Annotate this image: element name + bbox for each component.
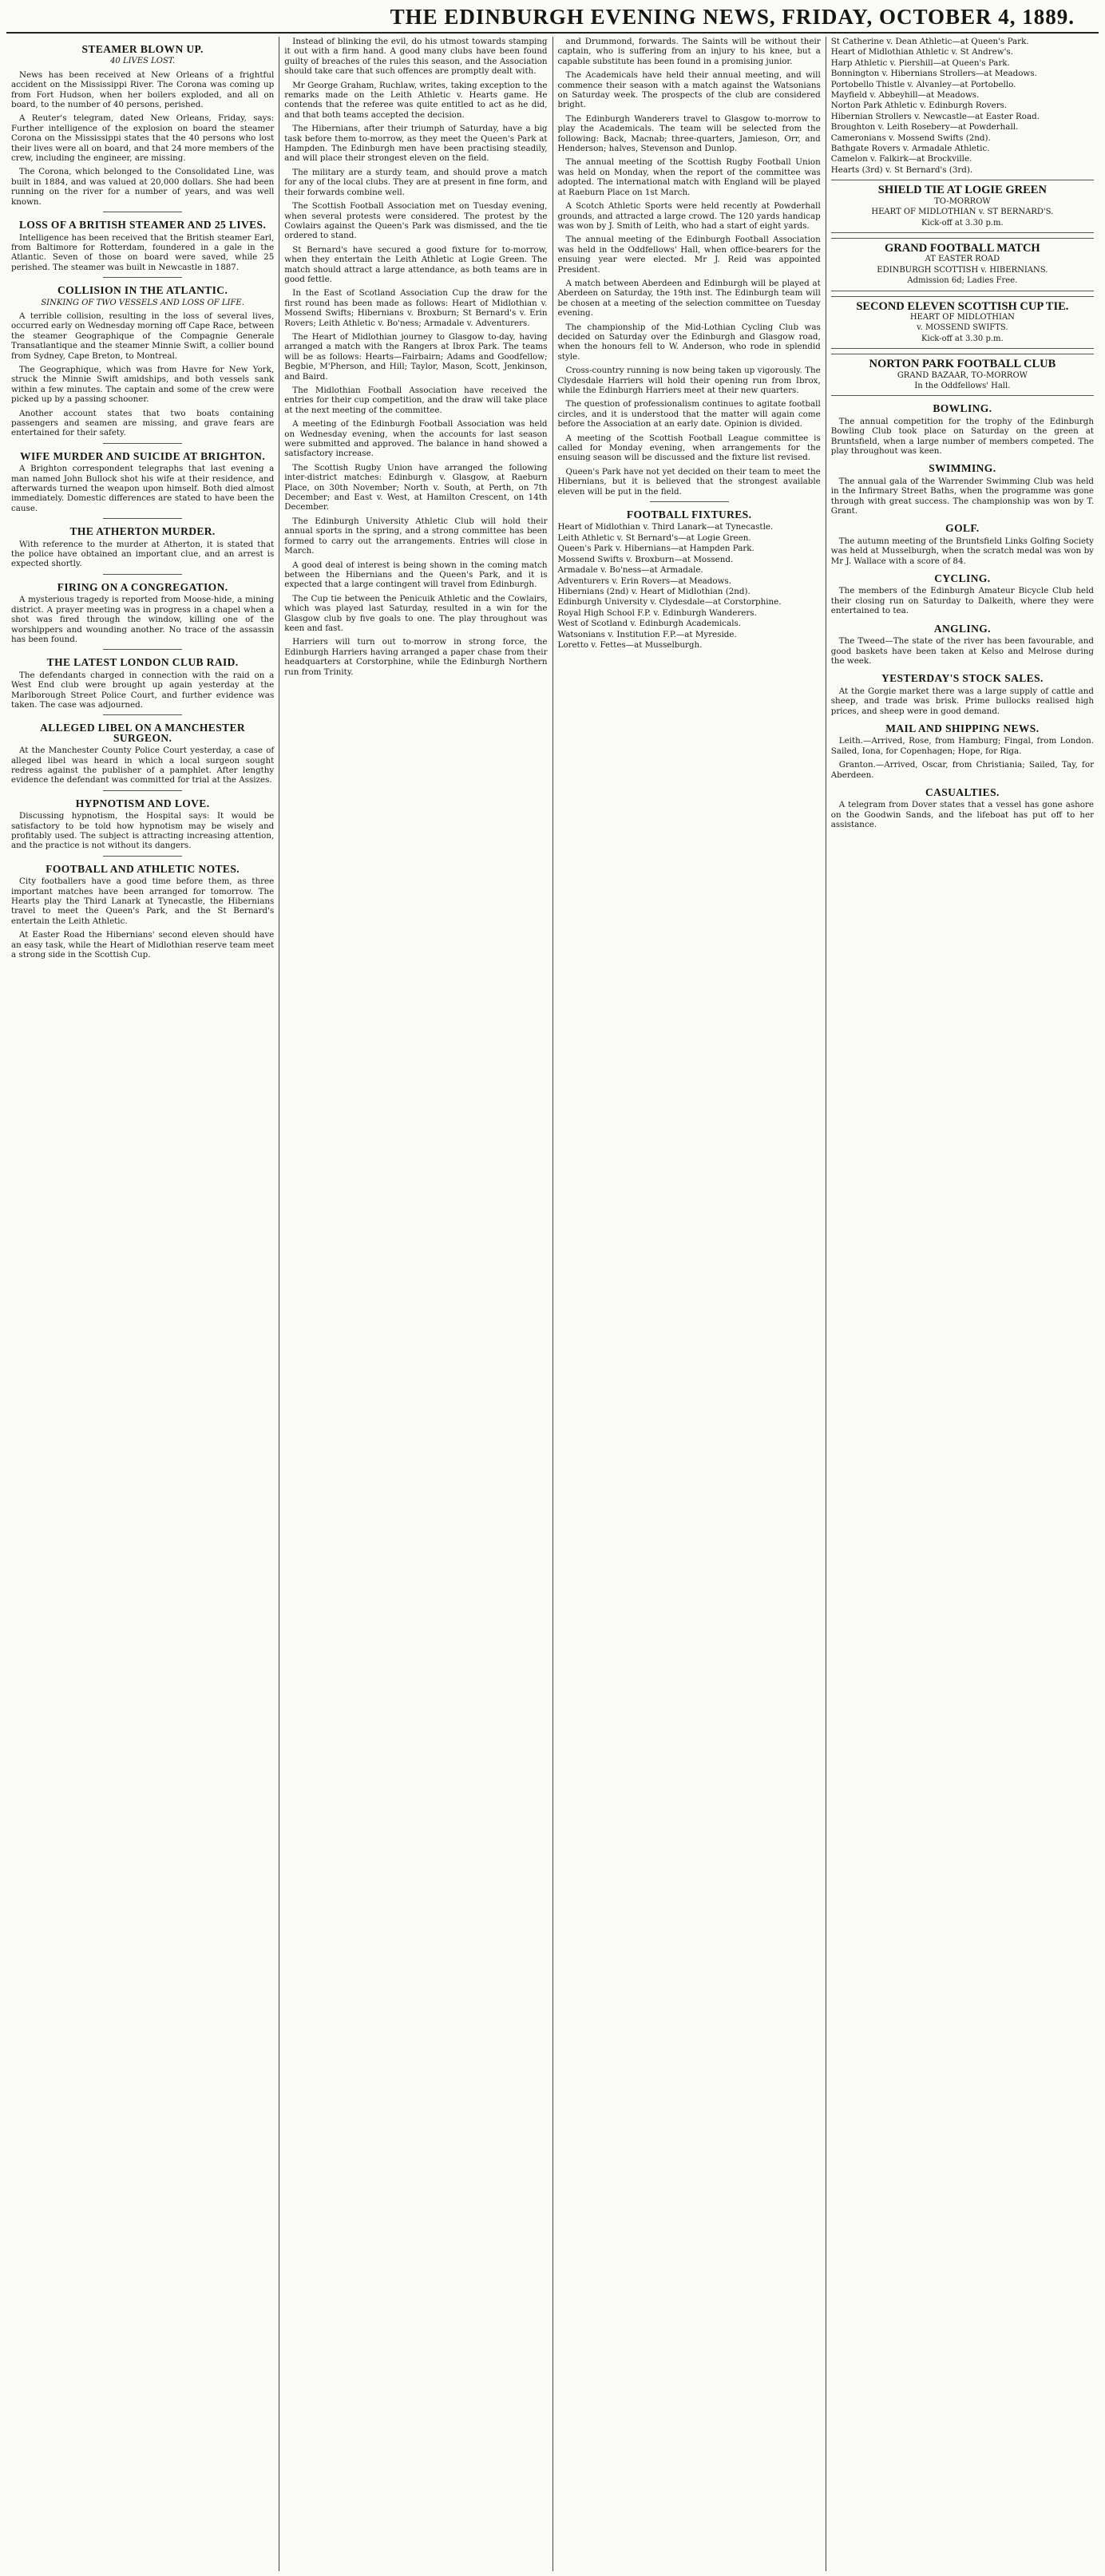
fixture-item: Leith Athletic v. St Bernard's—at Logie Green. — [557, 532, 751, 543]
advertisement-title: GRAND FOOTBALL MATCH — [885, 241, 1040, 255]
section-paragraph: The annual competition for the trophy of the Edinburgh Bowling Club took place on Saturday on the green at Bruntsfield, when a large number of members competed. The play throughout was keen. — [830, 416, 1094, 456]
section-paragraph: The Tweed—The state of the river has been favourable, and good baskets have been taken at Kelso and Melrose during the week. — [830, 636, 1094, 666]
section-headline: YESTERDAY'S STOCK SALES. — [881, 672, 1044, 685]
advertisement-line: TO-MORROW — [934, 196, 991, 206]
advertisement-title: NORTON PARK FOOTBALL CLUB — [869, 358, 1056, 371]
section-paragraph: At the Gorgie market there was a large supply of cattle and sheep, and trade was brisk. Prime bullocks realised high prices, and sheep were in good demand. — [830, 686, 1094, 716]
section-paragraph: The autumn meeting of the Bruntsfield Links Golfing Society was held at Musselburgh, when the scratch medal was won by Mr J. Wallace with a score of 84. — [830, 536, 1094, 566]
fixtures-list — [558, 522, 821, 650]
section-headline: GOLF. — [945, 522, 980, 535]
article-paragraph: A mysterious tragedy is reported from Moose-hide, a mining district. A prayer meeting was in progress in a chapel when a shot was fired through the window, killing one of the worshippers and wounding another. No trace of the assassin has been found. — [11, 595, 275, 644]
article-paragraph: The Scottish Rugby Union have arranged the following inter-district matches: Edinburgh v. Glasgow, at Raeburn Place, on 30th November; North v. South, at Perth, on 7th December; and East v. West, at Hamilton Crescent, on 14th December. — [284, 462, 548, 512]
section-paragraph: The members of the Edinburgh Amateur Bicycle Club held their closing run on Saturday to Dalkeith, where they were entertained to tea. — [830, 586, 1094, 616]
section-headline: CYCLING. — [934, 572, 991, 585]
article-paragraph: St Bernard's have secured a good fixture for to-morrow, when they entertain the Leith Athletic at Logie Green. The match should attract a large attendance, as both teams are in good fettle. — [284, 244, 548, 284]
article-paragraph: The annual meeting of the Scottish Rugby Football Union was held on Monday, when the report of the committee was adopted. The international match with England will be played at Raeburn Place on 1st March. — [557, 157, 821, 197]
article-paragraph: The question of professionalism continues to agitate football circles, and it is understood that the matter will again come before the Association at an early date. Opinion is divided. — [557, 399, 821, 429]
article-paragraph: Another account states that two boats containing passengers and seamen are missing, and grave fears are entertained for their safety. — [11, 408, 275, 438]
article-headline: FOOTBALL AND ATHLETIC NOTES. — [46, 862, 240, 875]
article-paragraph: The Heart of Midlothian journey to Glasgow to-day, having arranged a match with the Rangers at Ibrox Park. The teams will be as follows: Hearts—Fairbairn; Adams and Goodfellow; Begbie, M'Pherson, and Hill; Taylor, Mason, Scott, Jenkinson, and Baird. — [284, 331, 548, 382]
listing-item: Broughton v. Leith Rosebery—at Powderhall. — [830, 122, 1019, 133]
masthead-title: THE EDINBURGH EVENING NEWS, FRIDAY, OCTOBER 4, 1889. — [390, 5, 1075, 29]
fixture-item: Royal High School F.P. v. Edinburgh Wanderers. — [557, 607, 757, 618]
article-paragraph: Discussing hypnotism, the Hospital says: It would be satisfactory to be told how hypnotism may be wisely and profitably used. The subject is attracting increasing attention, and the practice is not without its dangers. — [11, 811, 275, 851]
listing-item: Bathgate Rovers v. Armadale Athletic. — [830, 144, 990, 154]
advertisement-line: EDINBURGH SCOTTISH v. HIBERNIANS. — [877, 265, 1048, 275]
advertisement-line: Kick-off at 3.30 p.m. — [921, 334, 1004, 343]
article-paragraph: At Easter Road the Hibernians' second eleven should have an easy task, while the Heart of Midlothian reserve team meet a strong side in the Scottish Cup. — [11, 930, 275, 960]
article-divider — [103, 856, 182, 857]
listing-item: Mayfield v. Abbeyhill—at Meadows. — [830, 90, 980, 101]
article-paragraph: A Scotch Athletic Sports were held recently at Powderhall grounds, and attracted a large crowd. The 120 yards handicap was won by J. Smith of Leith, who had a start of eight yards. — [557, 201, 821, 231]
masthead — [6, 3, 1099, 34]
listing-item: St Catherine v. Dean Athletic—at Queen's Park. — [830, 37, 1029, 46]
article-paragraph: The military are a sturdy team, and should prove a match for any of the local clubs. They are at present in fine form, and their forwards combine well. — [284, 167, 548, 197]
section-headline: BOWLING. — [933, 402, 992, 415]
fixture-item: Loretto v. Fettes—at Musselburgh. — [557, 639, 703, 650]
article-paragraph: With reference to the murder at Atherton, it is stated that the police have obtained an important clue, and an arrest is expected shortly. — [11, 539, 275, 569]
listing-item: Camelon v. Falkirk—at Brockville. — [830, 154, 972, 164]
column-2 — [279, 37, 552, 2571]
article-subhead: SINKING OF TWO VESSELS AND LOSS OF LIFE. — [41, 298, 244, 307]
article-headline: THE ATHERTON MURDER. — [69, 525, 216, 538]
article-paragraph: The Edinburgh Wanderers travel to Glasgow to-morrow to play the Academicals. The team will be selected from the following: Back, Macnab; three-quarters, Jamieson, Orr, and Henderson; halves, Stevenson and Dunlop. — [557, 113, 821, 154]
match-listing — [831, 37, 1094, 175]
article-subhead: 40 LIVES LOST. — [110, 57, 176, 66]
article-paragraph: Instead of blinking the evil, do his utmost towards stamping it out with a firm hand. A good many clubs have been found guilty of breaches of the rules this season, and the Association should take care that such offences are promptly dealt with. — [284, 37, 548, 77]
article-headline: COLLISION IN THE ATLANTIC. — [57, 284, 228, 297]
fixture-item: Heart of Midlothian v. Third Lanark—at Tynecastle. — [557, 522, 774, 532]
article-divider — [103, 443, 182, 444]
article-paragraph: The Academicals have held their annual meeting, and will commence their season with a match against the Watsonians on Saturday week. The prospects of the club are considered bright. — [557, 70, 821, 110]
fixture-item: West of Scotland v. Edinburgh Academicals. — [557, 619, 742, 629]
article-paragraph: The defendants charged in connection with the raid on a West End club were brought up again yesterday at the Marlborough Street Police Court, and further evidence was taken. The case was adjourned. — [11, 670, 275, 710]
listing-item: Harp Athletic v. Piershill—at Queen's Park. — [830, 57, 1010, 68]
fixture-item: Queen's Park v. Hibernians—at Hampden Park. — [557, 544, 754, 554]
listing-item: Cameronians v. Mossend Swifts (2nd). — [830, 133, 991, 143]
article-paragraph: Intelligence has been received that the British steamer Earl, from Baltimore for Rotterdam, foundered in a gale in the Atlantic. Seven of those on board were saved, while 25 perished. The steamer was built in Newcastle in 1887. — [11, 232, 275, 272]
advertisement-line: v. MOSSEND SWIFTS. — [917, 323, 1008, 333]
article-paragraph: The Hibernians, after their triumph of Saturday, have a big task before them to-morrow, as they meet the Queen's Park at Hampden. The Edinburgh men have been practising steadily, and will place their strongest eleven on the field. — [284, 124, 548, 164]
listing-item: Norton Park Athletic v. Edinburgh Rovers. — [830, 101, 1008, 111]
listing-item: Hearts (3rd) v. St Bernard's (3rd). — [830, 164, 973, 175]
article-paragraph: A good deal of interest is being shown in the coming match between the Hibernians and the Queen's Park, and it is expected that a large contingent will travel from Edinburgh. — [284, 560, 548, 590]
advertisement-line: Admission 6d; Ladies Free. — [907, 276, 1018, 286]
article-paragraph: A terrible collision, resulting in the loss of several lives, occurred early on Wednesday morning off Cape Race, between the steamer Geographique of the Compagnie Generale Transatlantique and the steamer Minnie Swift, a collier bound from Sydney, Cape Breton, to Montreal. — [11, 311, 275, 361]
advertisement-line: HEART OF MIDLOTHIAN — [909, 312, 1015, 322]
section-paragraph: Leith.—Arrived, Rose, from Hamburg; Fingal, from London. Sailed, Iona, for Copenhagen; Hope, for Riga. — [830, 736, 1094, 756]
listing-item: Bonnington v. Hibernians Strollers—at Meadows. — [830, 69, 1037, 79]
article-paragraph: A meeting of the Edinburgh Football Association was held on Wednesday evening, when the accounts for last season were submitted and approved. The balance in hand showed a satisfactory increase. — [284, 419, 548, 459]
article-paragraph: A match between Aberdeen and Edinburgh will be played at Aberdeen on Saturday, the 19th inst. The Edinburgh team will be chosen at a meeting of the selection committee on Tuesday evening. — [557, 278, 821, 319]
article-divider — [103, 649, 182, 650]
article-divider — [103, 518, 182, 519]
listing-item: Hibernian Strollers v. Newcastle—at Easter Road. — [830, 111, 1040, 121]
article-paragraph: City footballers have a good time before them, as three important matches have been arranged for tomorrow. The Hearts play the Third Lanark at Tynecastle, the Hibernians travel to meet the Queen's Park, and the St Bernard's entertain the Leith Athletic. — [11, 876, 275, 926]
article-paragraph: The Midlothian Football Association have received the entries for their cup competition, and the draw will take place at the next meeting of the committee. — [284, 386, 548, 415]
section-headline: SWIMMING. — [929, 462, 996, 475]
fixtures-heading: FOOTBALL FIXTURES. — [626, 508, 752, 521]
section-paragraph: Granton.—Arrived, Oscar, from Christiania; Sailed, Tay, for Aberdeen. — [830, 760, 1094, 780]
section-paragraph: A telegram from Dover states that a vessel has gone ashore on the Goodwin Sands, and the lifeboat has put off to her assistance. — [830, 800, 1094, 830]
columns — [6, 37, 1099, 2571]
advertisement-line: GRAND BAZAAR, TO-MORROW — [897, 370, 1028, 380]
listing-item: Heart of Midlothian Athletic v. St Andrew's. — [830, 47, 1013, 57]
fixture-item: Mossend Swifts v. Broxburn—at Mossend. — [557, 554, 734, 564]
column-1 — [6, 37, 279, 2571]
article-paragraph: and Drummond, forwards. The Saints will be without their captain, who is suffering from an injury to his knee, but a capable substitute has been found in a promising junior. — [557, 37, 821, 66]
article-headline: THE LATEST LONDON CLUB RAID. — [46, 656, 239, 669]
article-paragraph: A Brighton correspondent telegraphs that last evening a man named John Bullock shot his wife at their residence, and afterwards turned the weapon upon himself. Both died almost immediately. Domestic differences are stated to have been the cause. — [11, 464, 275, 513]
article-paragraph: A Reuter's telegram, dated New Orleans, Friday, says: Further intelligence of the explosion on board the steamer Corona on the Mississippi states that the 40 persons who lost their lives were all on board, and that 24 more members of the crew, including the engineer, are missing. — [11, 113, 275, 164]
article-divider — [103, 574, 182, 575]
article-paragraph: The Cup tie between the Penicuik Athletic and the Cowlairs, which was played last Saturday, resulted in a win for the Glasgow club by five goals to one. The play throughout was keen and fast. — [284, 593, 548, 633]
article-paragraph: The Edinburgh University Athletic Club will hold their annual sports in the spring, and a strong committee has been formed to carry out the arrangements. Entries will close in March. — [284, 516, 548, 556]
section-headline: ANGLING. — [933, 622, 991, 635]
article-paragraph: At the Manchester County Police Court yesterday, a case of alleged libel was heard in which a local surgeon sought redress against the publisher of a pamphlet. After lengthy evidence the defendant was committed for trial at the Assizes. — [11, 746, 275, 785]
advertisement-line: AT EASTER ROAD — [925, 255, 1000, 264]
article-headline: HYPNOTISM AND LOVE. — [75, 797, 210, 809]
fixture-item: Watsonians v. Institution F.P.—at Myreside. — [557, 629, 737, 639]
article-paragraph: The championship of the Mid-Lothian Cycling Club was decided on Saturday over the Edinburgh and Glasgow road, when the honours fell to W. Anderson, who rode in splendid style. — [557, 322, 821, 362]
section-headline: CASUALTIES. — [925, 785, 1000, 798]
fixture-item: Armadale v. Bo'ness—at Armadale. — [557, 565, 703, 576]
article-paragraph: In the East of Scotland Association Cup the draw for the first round has been made as follows: Heart of Midlothian v. Mossend Swifts; Hibernians v. Broxburn; St Bernard's v. Erin Rovers; Leith Athletic v. Bo'ness; Armadale v. Adventurers. — [284, 288, 548, 328]
article-paragraph: News has been received at New Orleans of a frightful accident on the Mississippi River. The Corona was coming up from Fort Hudson, when her boilers exploded, and all on board, to the number of 40 persons, perished. — [11, 69, 275, 110]
article-headline: LOSS OF A BRITISH STEAMER AND 25 LIVES. — [19, 219, 267, 231]
listing-item: Portobello Thistle v. Alvanley—at Portobello. — [830, 79, 1016, 89]
section-paragraph: The annual gala of the Warrender Swimming Club was held in the Infirmary Street Baths, when the programme was gone through with great success. The championship was won by T. Grant. — [830, 476, 1094, 516]
advertisement — [831, 296, 1094, 350]
advertisement-line: HEART OF MIDLOTHIAN v. ST BERNARD'S. — [871, 208, 1054, 217]
advertisement — [831, 180, 1094, 233]
article-paragraph: The Geographique, which was from Havre for New York, struck the Minnie Swift amidships, and both vessels sank within a few minutes. The captain and some of the crew were picked up by a passing schooner. — [11, 364, 275, 405]
article-headline: STEAMER BLOWN UP. — [81, 43, 204, 55]
fixture-item: Adventurers v. Erin Rovers—at Meadows. — [557, 576, 731, 586]
column-4 — [826, 37, 1099, 2571]
fixture-item: Edinburgh University v. Clydesdale—at Corstorphine. — [557, 597, 782, 607]
article-headline: ALLEGED LIBEL ON A MANCHESTER SURGEON. — [40, 722, 246, 744]
article-paragraph: Harriers will turn out to-morrow in strong force, the Edinburgh Harriers having arranged a paper chase from their headquarters at Corstorphine, while the Edinburgh Northern run from Trinity. — [284, 637, 548, 677]
article-divider — [103, 790, 182, 791]
article-divider — [103, 714, 182, 715]
article-paragraph: Cross-country running is now being taken up vigorously. The Clydesdale Harriers will hold their opening run from Ibrox, while the Edinburgh Harriers meet at their new quarters. — [557, 366, 821, 395]
article-paragraph: A meeting of the Scottish Football League committee is called for Monday evening, when arrangements for the ensuing season will be discussed and the fixture list revised. — [557, 433, 821, 463]
advertisement-title: SECOND ELEVEN SCOTTISH CUP TIE. — [856, 299, 1069, 313]
fixture-item: Hibernians (2nd) v. Heart of Midlothian (2nd). — [557, 586, 751, 596]
article-divider — [103, 277, 182, 278]
article-paragraph: The Corona, which belonged to the Consolidated Line, was built in 1884, and was valued at 20,000 dollars. She had been running on the river for a number of years, and was well known. — [11, 167, 275, 207]
column-3 — [552, 37, 826, 2571]
section-divider — [650, 501, 729, 502]
advertisement-line: In the Oddfellows' Hall. — [914, 381, 1011, 390]
advertisement-line: Kick-off at 3.30 p.m. — [921, 218, 1004, 228]
advertisement-title: SHIELD TIE AT LOGIE GREEN — [877, 184, 1047, 197]
article-paragraph: The Scottish Football Association met on Tuesday evening, when several protests were considered. The protest by the Cowlairs against the Queen's Park was dismissed, and the tie ordered to stand. — [284, 201, 548, 241]
advertisement — [831, 354, 1094, 396]
section-headline: MAIL AND SHIPPING NEWS. — [885, 722, 1040, 734]
article-paragraph: Queen's Park have not yet decided on their team to meet the Hibernians, but it is believed that the strongest available eleven will be put in the field. — [557, 466, 821, 497]
article-headline: FIRING ON A CONGREGATION. — [57, 580, 228, 593]
article-headline: WIFE MURDER AND SUICIDE AT BRIGHTON. — [20, 449, 266, 462]
article-paragraph: The annual meeting of the Edinburgh Football Association was held in the Oddfellows' Hall, when office-bearers for the ensuing year were elected. Mr J. Reid was appointed President. — [557, 235, 821, 275]
article-paragraph: Mr George Graham, Ruchlaw, writes, taking exception to the remarks made on the Leith Athletic v. Hearts game. He contends that the referee was quite entitled to act as he did, and that both teams accepted the decision. — [284, 80, 548, 120]
advertisement — [831, 238, 1094, 291]
